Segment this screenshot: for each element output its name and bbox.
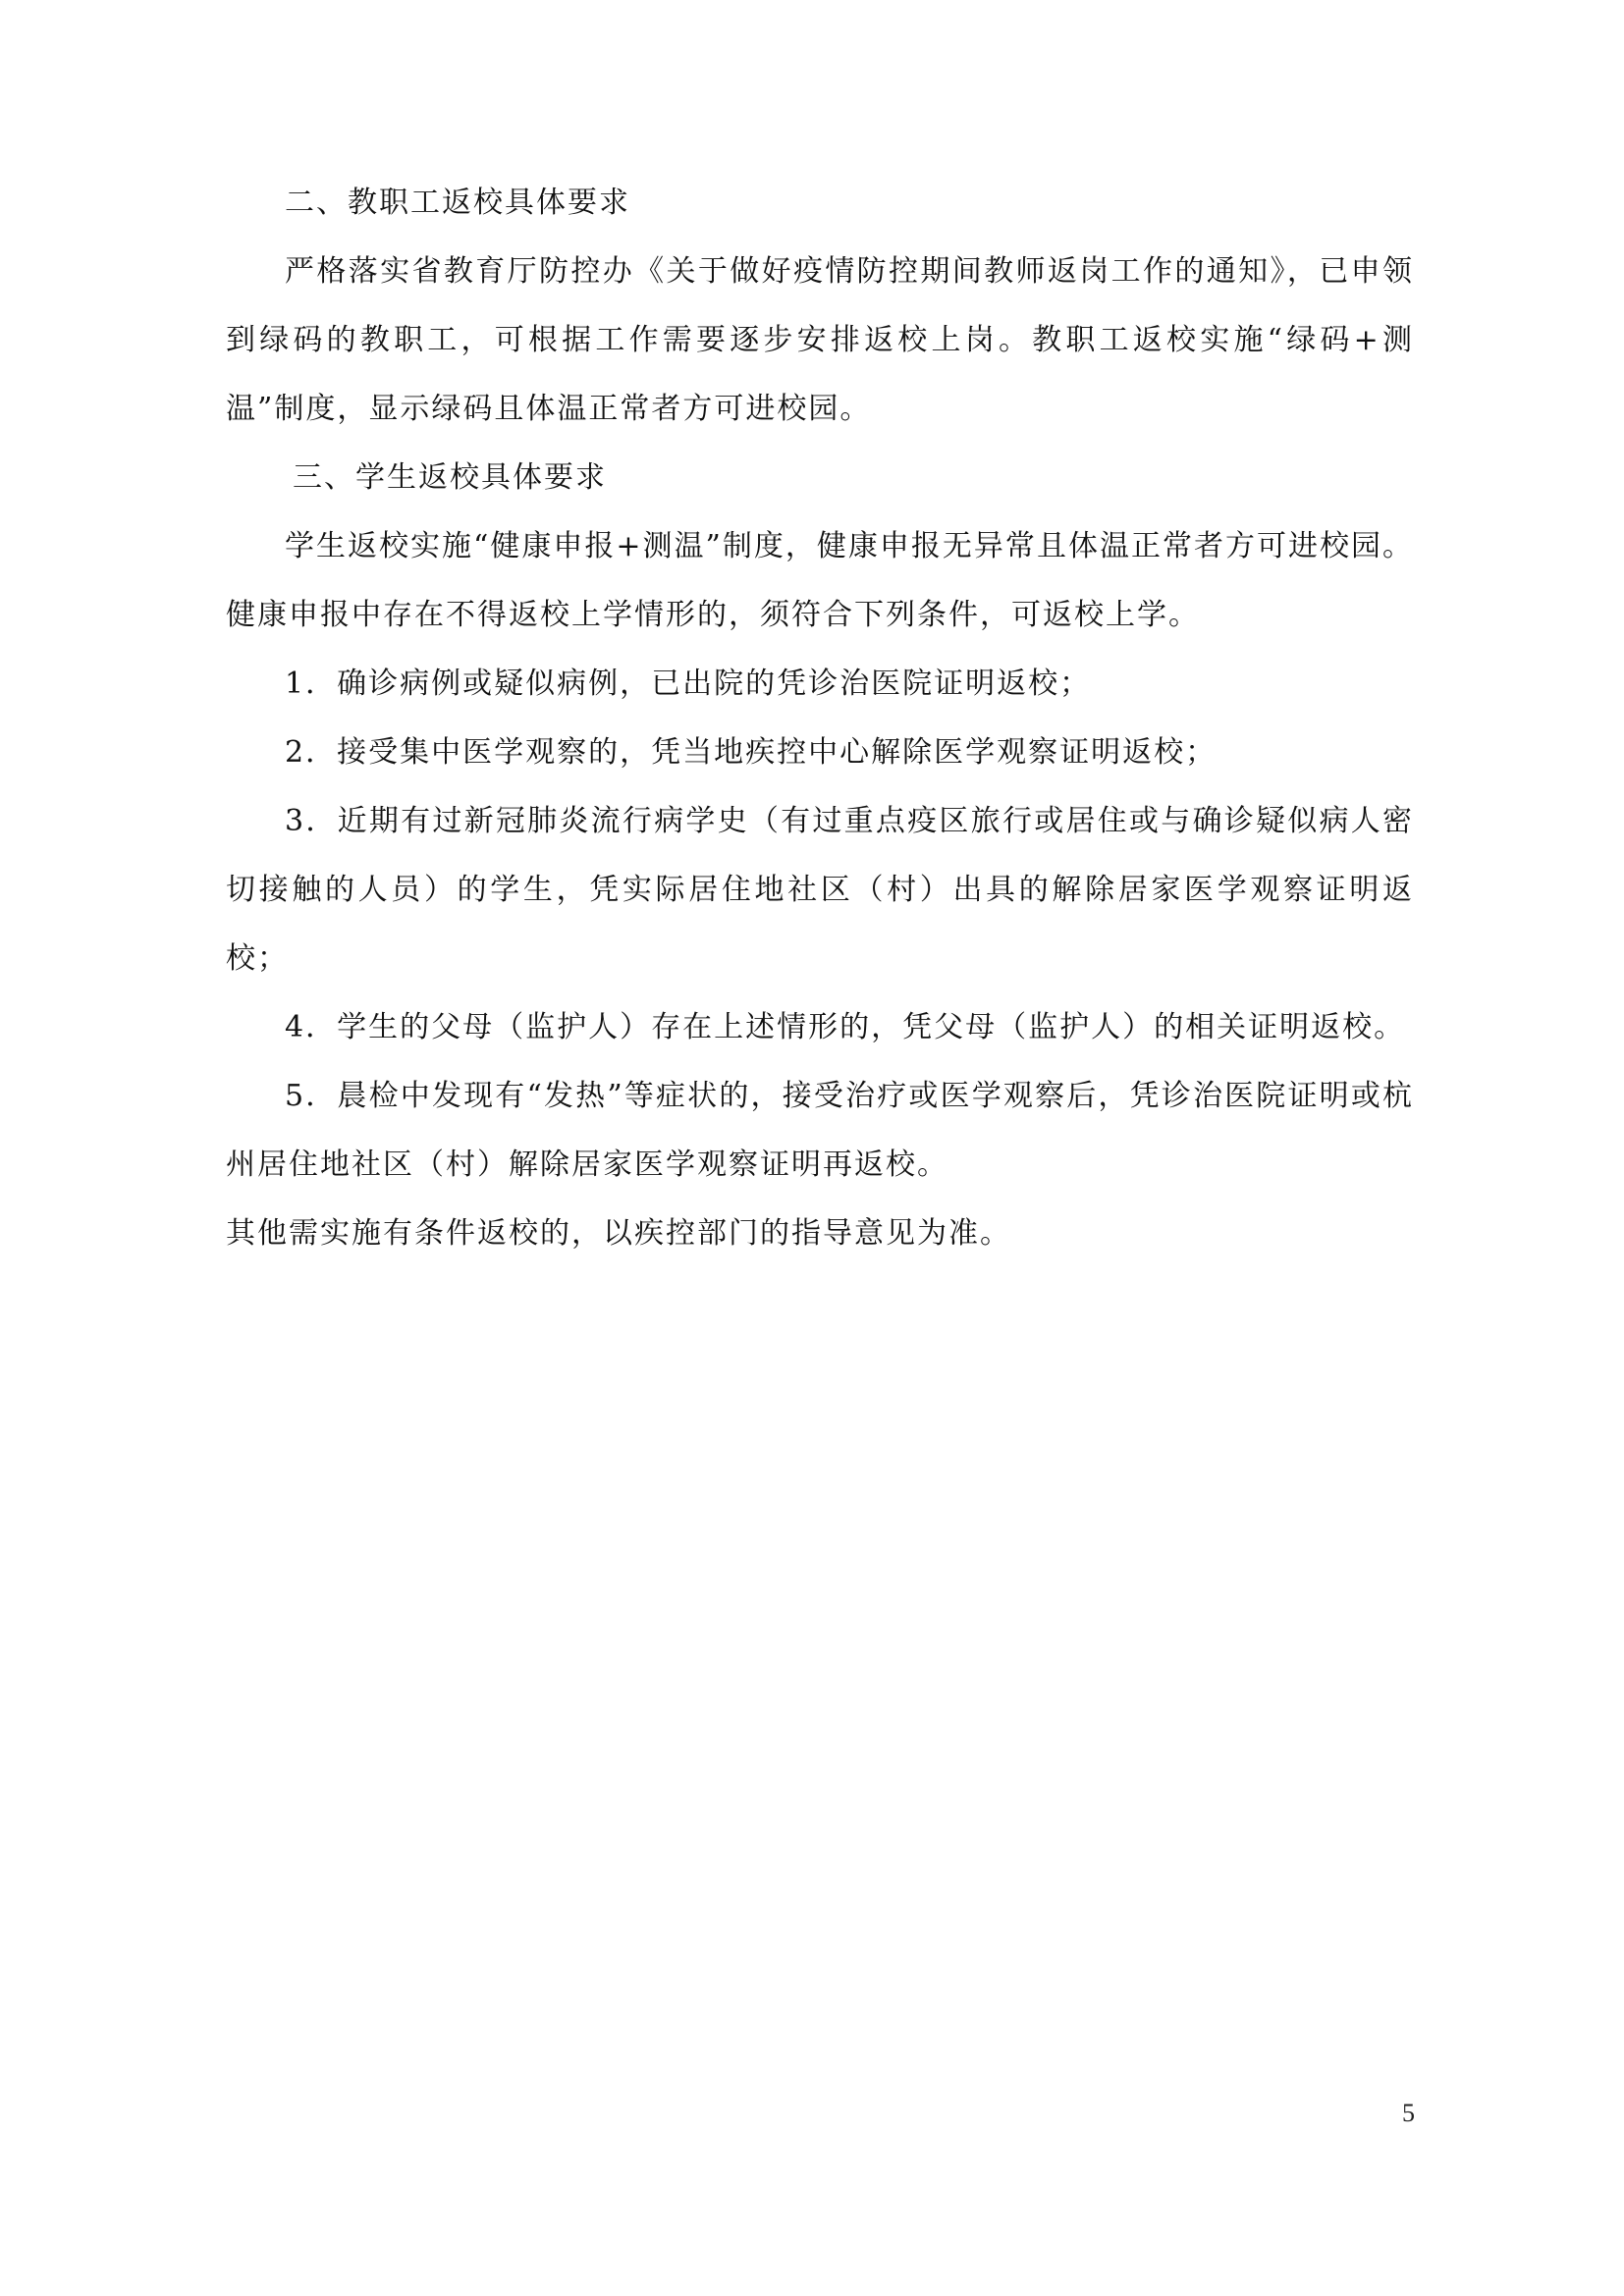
paragraph-staff-requirements: 严格落实省教育厅防控办《关于做好疫情防控期间教师返岗工作的通知》，已申领到绿码的教职工，可根据工作需要逐步安排返校上岗。教职工返校实施“绿码+测温”制度，显示绿码且体温正常者方可进校园。	[226, 254, 1414, 426]
closing-paragraph: 其他需实施有条件返校的，以疾控部门的指导意见为准。	[226, 1216, 1011, 1251]
list-item: 1．确诊病例或疑似病例，已出院的凭诊治医院证明返校；	[285, 667, 1092, 701]
list-item: 2．接受集中医学观察的，凭当地疾控中心解除医学观察证明返校；	[285, 735, 1218, 770]
list-item: 4．学生的父母（监护人）存在上述情形的，凭父母（监护人）的相关证明返校。	[285, 1010, 1406, 1044]
paragraph-student-requirements: 学生返校实施“健康申报+测温”制度，健康申报无异常且体温正常者方可进校园。健康申报中存在不得返校上学情形的，须符合下列条件，可返校上学。	[226, 529, 1414, 632]
list-item: 5．晨检中发现有“发热”等症状的，接受治疗或医学观察后，凭诊治医院证明或杭州居住地社区（村）解除居家医学观察证明再返校。	[226, 1079, 1414, 1182]
section-heading-staff: 二、教职工返校具体要求	[285, 186, 630, 220]
list-item: 3．近期有过新冠肺炎流行病学史（有过重点疫区旅行或居住或与确诊疑似病人密切接触的人员）的学生，凭实际居住地社区（村）出具的解除居家医学观察证明返校；	[226, 804, 1414, 976]
page-number: 5	[1402, 2099, 1415, 2127]
document-body	[226, 169, 1414, 1268]
section-heading-students: 三、学生返校具体要求	[293, 460, 607, 495]
